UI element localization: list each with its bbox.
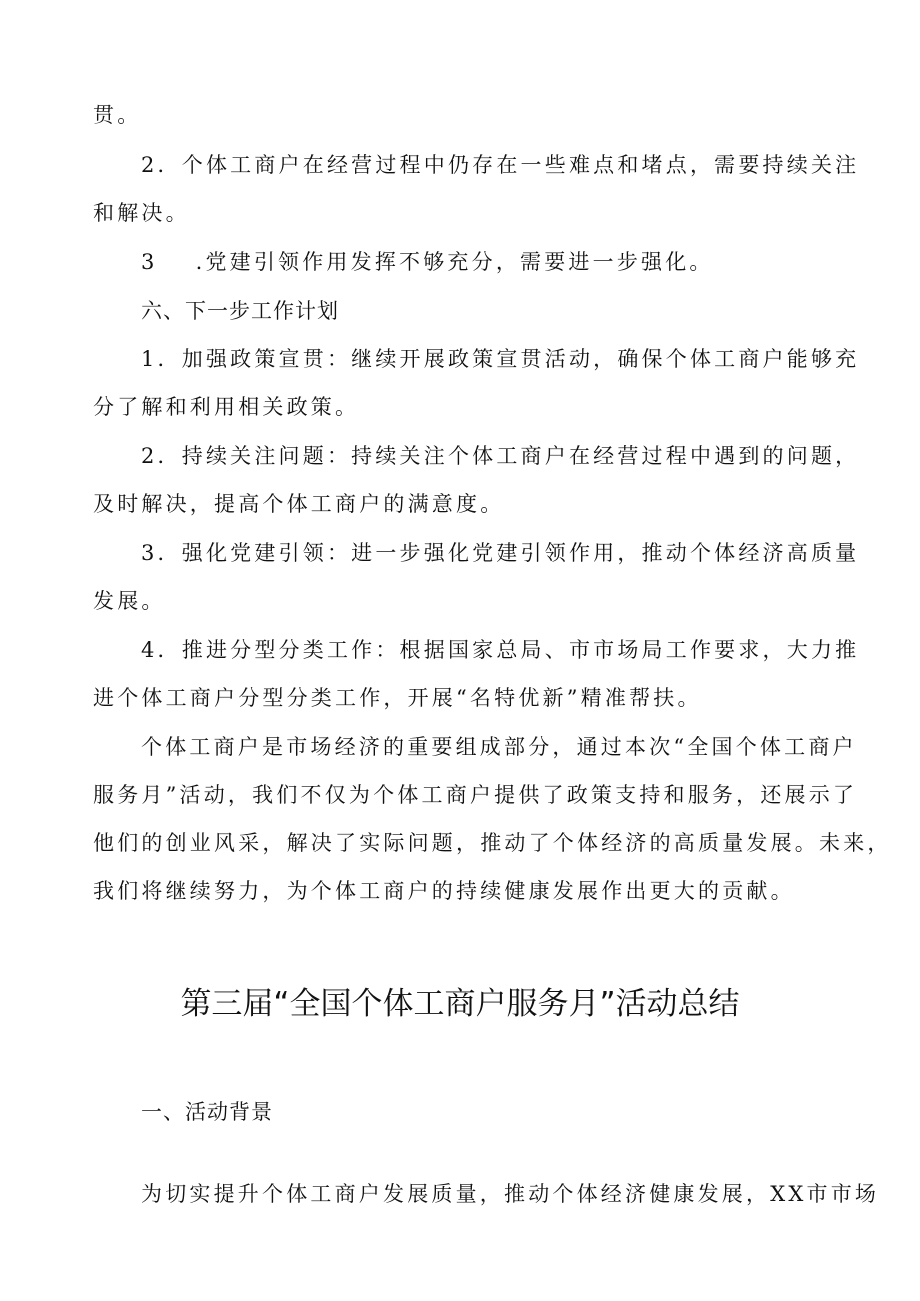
plan-item-2-line-1: 2．持续关注问题：持续关注个体工商户在经营过程中遇到的问题， (141, 444, 860, 468)
list-item-3 (141, 247, 714, 277)
plan-item-3-line-2: 发展。 (93, 589, 166, 613)
background-paragraph-line-1: 为切实提升个体工商户发展质量，推动个体经济健康发展，XX市市场 (141, 1182, 880, 1206)
list-item-2-line-2: 和解决。 (93, 201, 190, 225)
plan-item-3-line-1: 3．强化党建引领：进一步强化党建引领作用，推动个体经济高质量 (141, 541, 860, 565)
section-heading-six: 六、下一步工作计划 (141, 299, 339, 323)
closing-paragraph-line-4: 我们将继续努力，为个体工商户的持续健康发展作出更大的贡献。 (93, 879, 795, 903)
list-item-3-number: 3 (141, 250, 158, 274)
section-heading-background: 一、活动背景 (141, 1100, 273, 1124)
closing-paragraph-line-1: 个体工商户是市场经济的重要组成部分，通过本次“全国个体工商户 (141, 735, 857, 759)
plan-item-4-line-2: 进个体工商户分型分类工作，开展“名特优新”精准帮扶。 (93, 686, 702, 710)
list-item-3-text: .党建引领作用发挥不够充分，需要进一步强化。 (195, 250, 714, 274)
closing-paragraph-line-3: 他们的创业风采，解决了实际问题，推动了个体经济的高质量发展。未来， (93, 831, 892, 855)
plan-item-1-line-2: 分了解和利用相关政策。 (93, 395, 360, 419)
plan-item-1-line-1: 1．加强政策宣贯：继续开展政策宣贯活动，确保个体工商户能够充 (141, 347, 860, 371)
closing-paragraph-line-2: 服务月”活动，我们不仅为个体工商户提供了政策支持和服务，还展示了 (93, 783, 858, 807)
list-item-2-line-1: 2．个体工商户在经营过程中仍存在一些难点和堵点，需要持续关注 (141, 153, 860, 177)
article-title: 第三届“全国个体工商户服务月”活动总结 (180, 986, 740, 1022)
paragraph-line: 贯。 (93, 103, 142, 127)
plan-item-2-line-2: 及时解决，提高个体工商户的满意度。 (93, 492, 505, 516)
plan-item-4-line-1: 4．推进分型分类工作：根据国家总局、市市场局工作要求，大力推 (141, 638, 860, 662)
